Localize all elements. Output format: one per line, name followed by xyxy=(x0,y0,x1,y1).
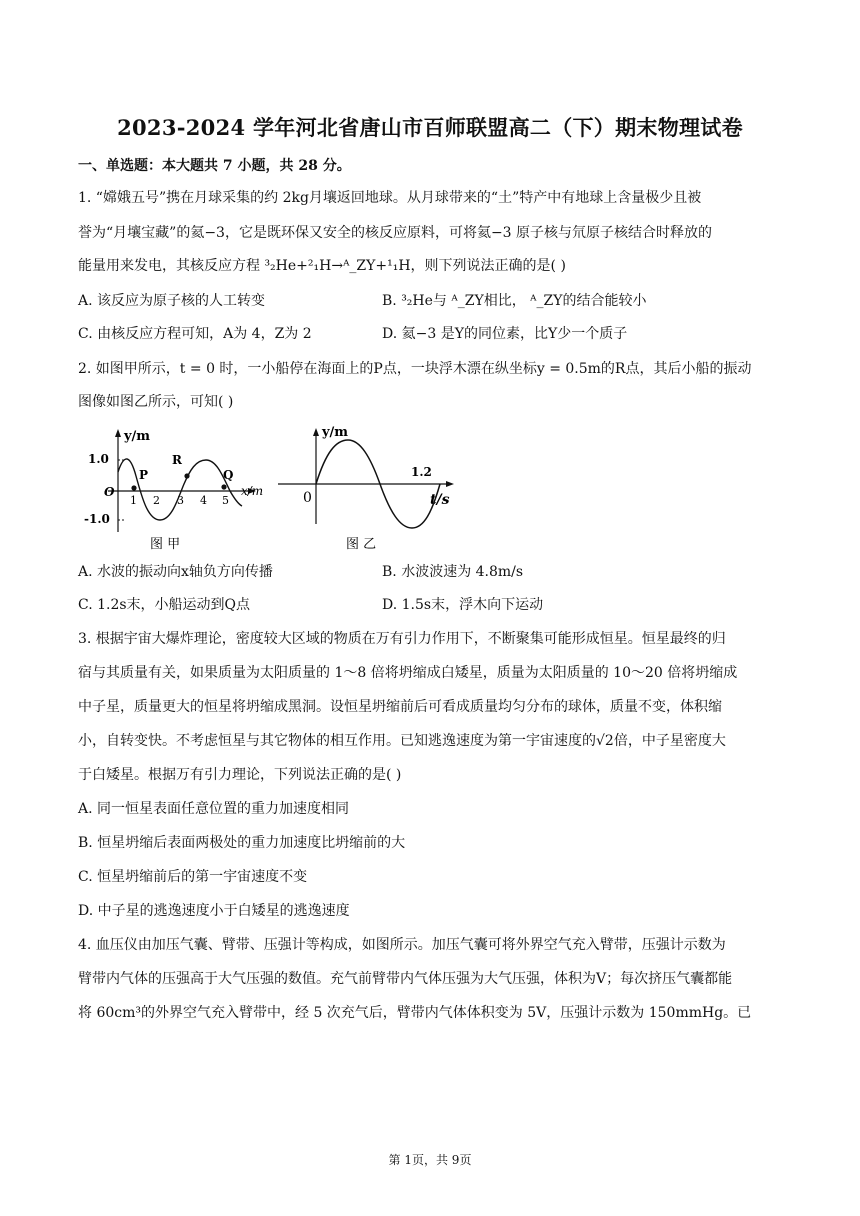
point-r xyxy=(184,473,189,478)
q2-line-2: 图像如图乙所示，可知( ) xyxy=(78,394,234,410)
tick-5: 5 xyxy=(222,494,229,507)
label-r: R xyxy=(172,453,182,467)
q3-option-c: C. 恒星坍缩前后的第一宇宙速度不变 xyxy=(78,869,308,885)
wave-graphs xyxy=(78,424,458,554)
q4-line-2: 臂带内气体的压强高于大气压强的数值。充气前臂带内气体压强为大气压强，体积为V；每次挤压气囊都能 xyxy=(78,971,733,987)
jia-bottom-value: -1.0 xyxy=(84,512,110,526)
caption-jia: 图 甲 xyxy=(150,537,181,552)
point-p xyxy=(131,485,136,490)
label-q: Q xyxy=(223,468,234,482)
q1-option-c: C. 由核反应方程可知，A为 4，Z为 2 xyxy=(78,326,312,342)
label-p: P xyxy=(139,468,149,482)
tick-2: 2 xyxy=(153,494,160,507)
q1-line-2: 誉为“月壤宝藏”的氦−3，它是既环保又安全的核反应原料，可将氦−3 原子核与氘原子核结合时释放的 xyxy=(78,225,713,241)
q3-option-a: A. 同一恒星表面任意位置的重力加速度相同 xyxy=(78,801,350,817)
q3-line-3: 中子星，质量更大的恒星将坍缩成黑洞。设恒星坍缩前后可看成质量均匀分布的球体，质量不变，体积缩 xyxy=(78,699,722,715)
q1-option-d: D. 氦−3 是Y的同位素，比Y少一个质子 xyxy=(382,326,628,342)
q2-line-1: 2. 如图甲所示，t = 0 时，一小船停在海面上的P点，一块浮木漂在纵坐标y = 0.5m的R点，其后小船的振动 xyxy=(78,361,752,377)
q4-line-1: 4. 血压仪由加压气囊、臂带、压强计等构成，如图所示。加压气囊可将外界空气充入臂带，压强计示数为 xyxy=(78,937,726,953)
q2-option-a: A. 水波的振动向x轴负方向传播 xyxy=(78,564,273,580)
page-footer: 第 1页，共 9页 xyxy=(388,1153,472,1167)
q3-line-4: 小，自转变快。不考虑恒星与其它物体的相互作用。已知逃逸速度为第一宇宙速度的√2倍，中子星密度大 xyxy=(78,733,726,749)
yi-origin: 0 xyxy=(303,490,312,506)
q2-option-d: D. 1.5s末，浮木向下运动 xyxy=(382,597,544,613)
jia-x-label: x/m xyxy=(241,484,264,498)
q3-line-5: 于白矮星。根据万有引力理论，下列说法正确的是( ) xyxy=(78,767,402,783)
q3-option-d: D. 中子星的逃逸速度小于白矮星的逃逸速度 xyxy=(78,903,350,919)
q1-option-b: B. ³₂He与 ᴬ_ZY相比， ᴬ_ZY的结合能较小 xyxy=(382,293,647,309)
tick-3: 3 xyxy=(177,494,184,507)
yi-x-label: t/s xyxy=(430,492,450,508)
q1-line-3: 能量用来发电，其核反应方程 ³₂He+²₁H→ᴬ_ZY+¹₁H，则下列说法正确的是( ) xyxy=(78,258,566,274)
q3-line-1: 3. 根据宇宙大爆炸理论，密度较大区域的物质在万有引力作用下，不断聚集可能形成恒星。恒星最终的归 xyxy=(78,631,726,647)
graph-jia xyxy=(84,429,263,552)
q2-figure xyxy=(78,424,458,558)
q2-option-c: C. 1.2s末，小船运动到Q点 xyxy=(78,597,251,613)
q4-line-3: 将 60cm³的外界空气充入臂带中，经 5 次充气后，臂带内气体体积变为 5V，压强计示数为 150mmHg。已 xyxy=(78,1005,752,1021)
tick-1: 1 xyxy=(130,494,137,507)
yi-y-label: y/m xyxy=(322,425,349,440)
q3-option-b: B. 恒星坍缩后表面两极处的重力加速度比坍缩前的大 xyxy=(78,835,406,851)
tick-4: 4 xyxy=(200,494,207,507)
caption-yi: 图 乙 xyxy=(346,537,377,552)
q3-line-2: 宿与其质量有关，如果质量为太阳质量的 1～8 倍将坍缩成白矮星，质量为太阳质量的 10～20 倍将坍缩成 xyxy=(78,665,738,681)
graph-yi xyxy=(278,425,454,552)
q1-line-1: 1. “嫦娥五号”携在月球采集的约 2kg月壤返回地球。从月球带来的“土”特产中有地球上含量极少且被 xyxy=(78,190,702,206)
jia-y-label: y/m xyxy=(124,429,151,444)
jia-origin: O xyxy=(104,485,115,499)
q2-option-b: B. 水波波速为 4.8m/s xyxy=(382,564,524,580)
section-heading: 一、单选题：本大题共 7 小题，共 28 分。 xyxy=(78,158,351,174)
jia-top-value: 1.0 xyxy=(88,452,109,466)
point-q xyxy=(221,484,226,489)
page-title: 2023-2024 学年河北省唐山市百师联盟高二（下）期末物理试卷 xyxy=(117,115,743,140)
q1-option-a: A. 该反应为原子核的人工转变 xyxy=(78,293,266,309)
yi-tick: 1.2 xyxy=(411,465,432,479)
